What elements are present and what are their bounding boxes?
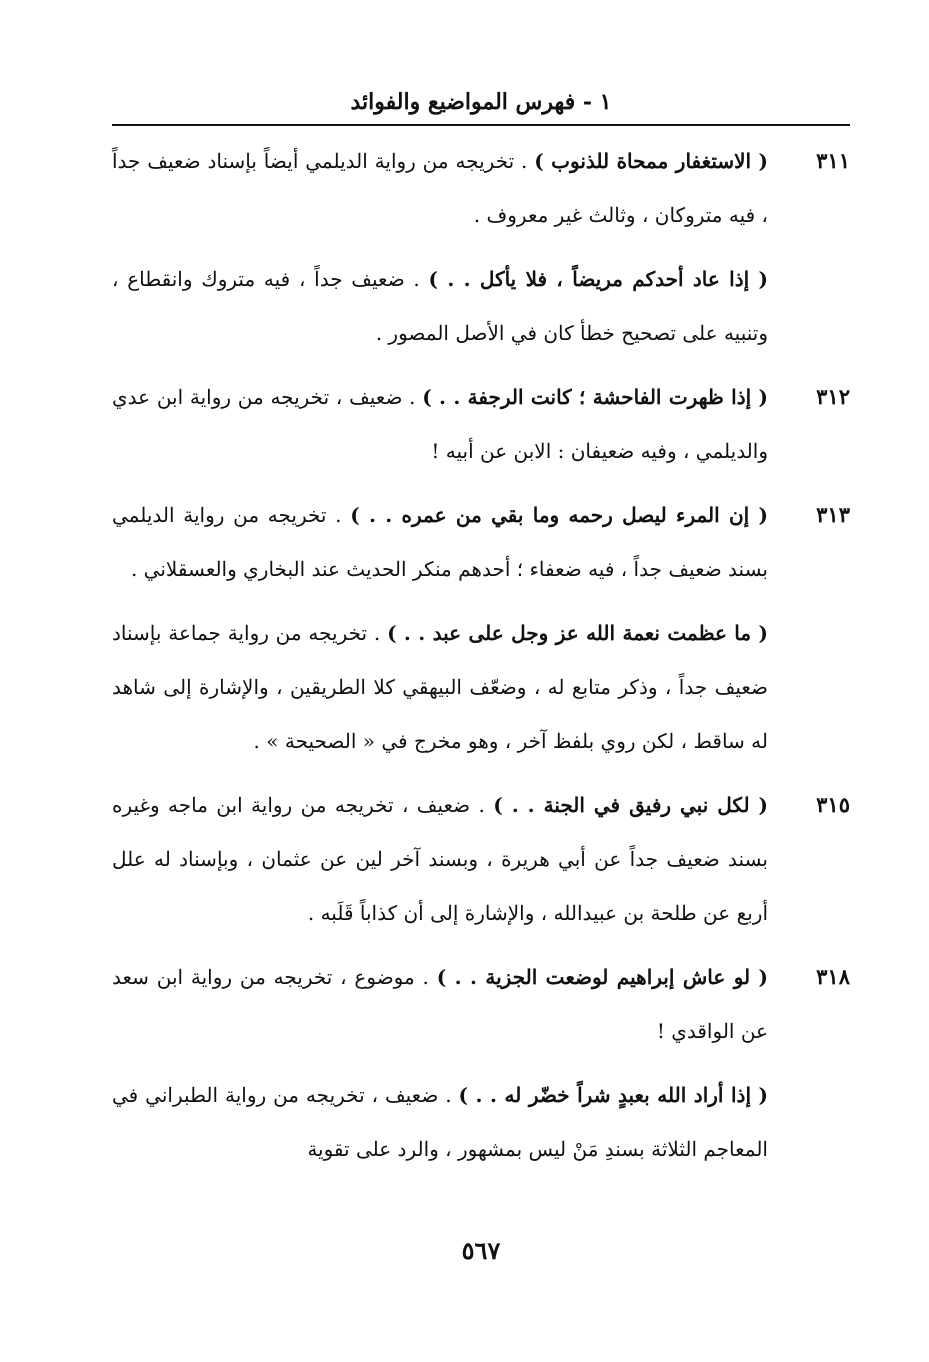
index-list — [112, 134, 850, 1186]
entry-comment: . ضعيف ، تخريجه من رواية ابن عدي والديلمي ، وفيه ضعيفان : الابن عن أبيه ! — [112, 385, 768, 463]
entry-page-number: ٣١٥ — [816, 792, 850, 817]
entry-text — [112, 950, 768, 1058]
entry-text — [112, 370, 768, 478]
index-entry — [112, 134, 850, 242]
entry-text — [112, 252, 768, 360]
index-entry — [112, 252, 850, 360]
entry-text — [112, 488, 768, 596]
entry-page-number — [768, 252, 850, 360]
entry-page-number — [768, 606, 850, 768]
index-entry — [112, 370, 850, 478]
entry-comment: . تخريجه من رواية الديلمي أيضاً بإسناد ضعيف جداً ، فيه متروكان ، وثالث غير معروف . — [112, 149, 768, 227]
page-header: ١ - فهرس المواضيع والفوائد — [350, 89, 612, 115]
entry-text — [112, 606, 768, 768]
entry-comment: . ضعيف جداً ، فيه متروك وانقطاع ، وتنبيه على تصحيح خطأ كان في الأصل المصور . — [112, 267, 768, 345]
hadith-text: ( لكل نبي رفيق في الجنة . . ) — [493, 793, 768, 817]
page-number: ٥٦٧ — [461, 1236, 501, 1265]
entry-page-number — [768, 1068, 850, 1176]
entry-comment: . ضعيف ، تخريجه من رواية ابن ماجه وغيره بسند ضعيف جداً عن أبي هريرة ، وبسند آخر لين عن عثمان ، وبإسناد له علل أربع عن طلحة بن عبيدالله ، والإشارة إلى أن كذاباً قَلَبه . — [112, 793, 768, 925]
index-entry — [112, 950, 850, 1058]
header-rule — [112, 124, 850, 126]
entry-text — [112, 1068, 768, 1176]
hadith-text: ( إذا ظهرت الفاحشة ؛ كانت الرجفة . . ) — [422, 385, 768, 409]
hadith-text: ( إن المرء ليصل رحمه وما بقي من عمره . . ) — [350, 503, 769, 527]
entry-comment: . ضعيف ، تخريجه من رواية الطبراني في المعاجم الثلاثة بسندِ مَنْ ليس بمشهور ، والرد على تقوية — [112, 1083, 768, 1161]
index-entry — [112, 778, 850, 940]
hadith-text: ( لو عاش إبراهيم لوضعت الجزية . . ) — [436, 965, 769, 989]
index-entry — [112, 606, 850, 768]
entry-comment: . تخريجه من رواية جماعة بإسناد ضعيف جداً ، وذكر متابع له ، وضعّف البيهقي كلا الطريقين ، والإشارة إلى شاهد له ساقط ، لكن روي بلفظ آخر ، وهو مخرج في « الصحيحة » . — [112, 621, 768, 753]
hadith-text: ( ما عظمت نعمة الله عز وجل على عبد . . ) — [387, 621, 768, 645]
entry-page-number: ٣١١ — [816, 148, 850, 173]
index-entry — [112, 488, 850, 596]
entry-page-number: ٣١٨ — [816, 964, 850, 989]
entry-page-number: ٣١٣ — [816, 502, 850, 527]
hadith-text: ( الاستغفار ممحاة للذنوب ) — [534, 149, 768, 173]
hadith-text: ( إذا أراد الله بعبدٍ شراً خضّر له . . ) — [458, 1083, 769, 1107]
entry-comment: . تخريجه من رواية الديلمي بسند ضعيف جداً ، فيه ضعفاء ؛ أحدهم منكر الحديث عند البخاري والعسقلاني . — [112, 503, 768, 581]
entry-comment: . موضوع ، تخريجه من رواية ابن سعد عن الواقدي ! — [112, 965, 768, 1043]
hadith-text: ( إذا عاد أحدكم مريضاً ، فلا يأكل . . ) — [428, 267, 768, 291]
entry-text — [112, 134, 768, 242]
index-entry — [112, 1068, 850, 1176]
entry-page-number: ٣١٢ — [816, 384, 850, 409]
entry-text — [112, 778, 768, 940]
